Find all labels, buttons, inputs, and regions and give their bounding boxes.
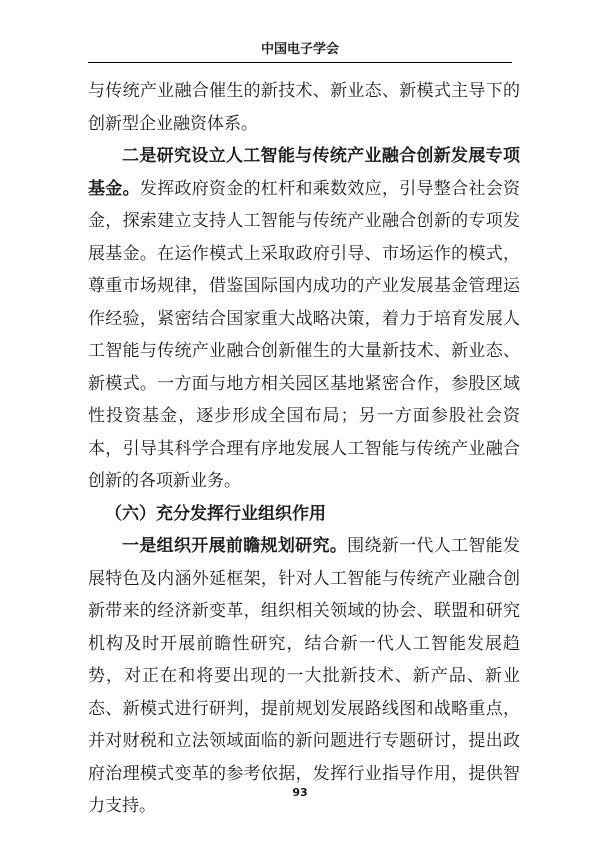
paragraph-text: 与传统产业融合催生的新技术、新业态、新模式主导下的创新型企业融资体系。 (88, 81, 520, 134)
page-header (88, 38, 512, 63)
section-heading: （六）充分发挥行业组织作用 (105, 503, 326, 524)
paragraph-lead: 二是研究设立人工智能与传统产业融合创新发展专项基金。 (88, 146, 520, 199)
paragraph-text: 围绕新一代人工智能发展特色及内涵外延框架，针对人工智能与传统产业融合创新带来的经济新变革，组织相关领域的协会、联盟和研究机构及时开展前瞻性研究，结合新一代人工智能发展趋势，对正在和将要出现的一大批新技术、新产品、新业态、新模式进行研判，提前规划发展路线图和战略重点，并对财税和立法领域面临的新问题进行专题研讨，提出政府治理模式变革的参考依据，发挥行业指导作用，提供智力支持。 (88, 536, 521, 816)
paragraph-fund (88, 140, 520, 498)
paragraph-text: 发挥政府资金的杠杆和乘数效应，引导整合社会资金，探索建立支持人工智能与传统产业融合创新的专项发展基金。在运作模式上采取政府引导、市场运作的模式，尊重市场规律，借鉴国际国内成功的产业发展基金管理运作经验，紧密结合国家重大战略决策，着力于培育发展人工智能与传统产业融合创新催生的大量新技术、新业态、新模式。一方面与地方相关园区基地紧密合作，参股区域性投资基金，逐步形成全国布局；另一方面参股社会资本，引导其科学合理有序地发展人工智能与传统产业融合创新的各项新业务。 (88, 178, 520, 491)
paragraph-continuation (88, 75, 520, 140)
header-title: 中国电子学会 (260, 42, 339, 57)
page-number: 93 (292, 786, 308, 799)
document-body (88, 75, 520, 823)
paragraph-lead: 一是组织开展前瞻规划研究。 (122, 536, 348, 556)
paragraph-research (88, 530, 520, 823)
